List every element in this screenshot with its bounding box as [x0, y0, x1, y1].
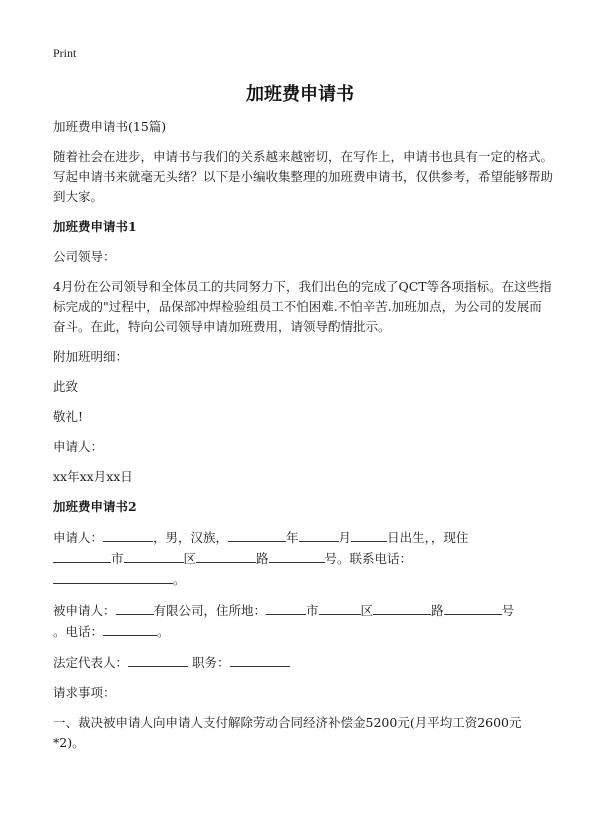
applicant-signature: 申请人： — [53, 439, 104, 454]
applicant-label: 申请人： — [53, 530, 104, 545]
blank-district-2 — [319, 600, 361, 615]
city-label-2: 市 — [306, 603, 319, 618]
print-link[interactable]: Print — [53, 46, 77, 60]
document-body — [53, 117, 553, 763]
blank-year — [228, 527, 286, 542]
year-label: 年 — [286, 530, 299, 545]
number-label-2: 号 — [501, 603, 515, 618]
phone-label-2: 。电话： — [53, 624, 104, 639]
blank-month — [299, 527, 339, 542]
period: 。 — [173, 572, 186, 587]
respondent-info — [53, 600, 553, 642]
blank-number — [269, 548, 325, 563]
district-label: 区 — [183, 551, 197, 566]
request-item-1: 一、裁决被申请人向申请人支付解除劳动合同经济补偿金5200元(月平均工资2600元*2)。 — [53, 715, 522, 750]
section-heading-1: 加班费申请书1 — [53, 219, 137, 234]
road-label: 路 — [256, 551, 269, 566]
period-2: 。 — [157, 624, 170, 639]
blank-road — [196, 548, 256, 563]
blank-district — [124, 548, 184, 563]
closing-line-2: 敬礼! — [53, 409, 84, 424]
section-heading-2: 加班费申请书2 — [53, 499, 137, 514]
blank-position — [230, 652, 290, 667]
closing-line-1: 此致 — [53, 379, 79, 394]
road-label-2: 路 — [431, 603, 444, 618]
attachment-label: 附加班明细： — [53, 349, 129, 364]
born-label: 日出生，，现住 — [387, 530, 469, 545]
blank-city — [53, 548, 111, 563]
blank-legal-rep — [128, 652, 188, 667]
blank-number-2 — [444, 600, 502, 615]
blank-day — [351, 527, 387, 542]
salutation: 公司领导： — [53, 249, 116, 264]
intro-paragraph: 随着社会在进步，申请书与我们的关系越来越密切，在写作上，申请书也具有一定的格式。写起申请书来就毫无头绪？以下是小编收集整理的加班费申请书，仅供参考，希望能够帮助到大家。 — [53, 149, 554, 204]
month-label: 月 — [338, 530, 352, 545]
date-line: xx年xx月xx日 — [53, 469, 133, 484]
blank-company — [116, 600, 154, 615]
respondent-label: 被申请人： — [53, 603, 116, 618]
applicant-info — [53, 527, 553, 590]
district-label-2: 区 — [360, 603, 374, 618]
blank-road-2 — [373, 600, 431, 615]
blank-phone-2 — [103, 621, 157, 636]
page-title: 加班费申请书 — [246, 84, 354, 105]
blank-name — [103, 527, 153, 542]
gender-ethnicity: ，男，汉族， — [153, 530, 229, 545]
legal-rep-label: 法定代表人： — [53, 655, 129, 670]
company-label: 有限公司，住所地： — [153, 603, 267, 618]
contact-label: 号。联系电话： — [324, 551, 413, 566]
city-label: 市 — [111, 551, 124, 566]
position-label: 职务： — [192, 655, 230, 670]
blank-city-2 — [266, 600, 306, 615]
requests-label: 请求事项： — [53, 685, 116, 700]
legal-rep-info — [53, 652, 553, 673]
section1-body: 4月份在公司领导和全体员工的共同努力下，我们出色的完成了QCT等各项指标。在这些指标完成的"过程中，品保部冲焊检验组员工不怕困难.不怕辛苦.加班加点，为公司的发展而奋斗。在此，特向公司领导申请加班费用，请领导酌情批示。 — [53, 279, 552, 334]
doc-subtitle: 加班费申请书(15篇) — [53, 119, 167, 134]
blank-phone — [53, 569, 173, 584]
